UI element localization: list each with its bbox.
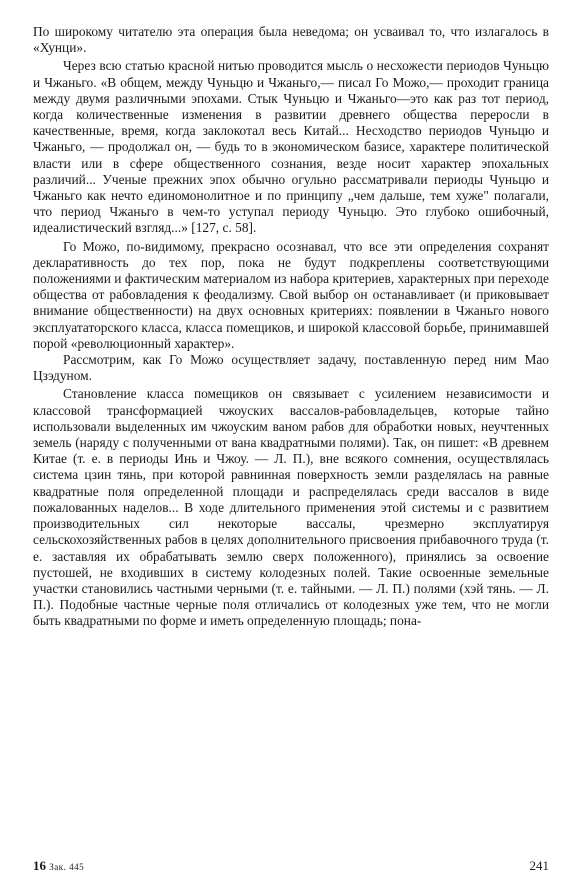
signature-order: Зак. 445	[49, 862, 85, 872]
paragraph: Становление класса помещиков он связывает с усилением независимости и классовой трансформацией чжоуских вассалов-рабовладельцев, которые тайно использовали выделенных им чжоуским ваном рабов для обработки новых, неучтенных земель (наряду с полученными от вана квадратными полями). Так, он пишет: «В древнем Китае (т. е. в периоды Инь и Чжоу. — Л. П.), вне всякого сомнения, осуществлялась система цзин тянь, при которой равнинная поверхность земли разделялась на равные квадратные поля определенной площади и распределялась среди вассалов в виде пожалованных наделов... В ходе длительного применения этой системы и с развитием производительных сил некоторые вассалы, чрезмерно эксплуатируя сельскохозяйственных рабов в целях дополнительного присвоения прибавочного труда (т. е. заставляя их обрабатывать землю сверх положенного), принялись за освоение пустошей, не входивших в систему колодезных полей. Такие освоенные земельные участки становились частными черными (т. е. тайными. — Л. П.) полями (хэй тянь. — Л. П.). Подобные частные черные поля отличались от колодезных уже тем, что не могли быть квадратными по форме и иметь определенную площадь; пона-	[33, 386, 549, 629]
paragraph: Рассмотрим, как Го Можо осуществляет задачу, поставленную перед ним Мао Цзэдуном.	[33, 352, 549, 384]
signature-number: 16	[33, 858, 46, 873]
paragraph: По широкому читателю эта операция была неведома; он усваивал то, что излагалось в «Хунци».	[33, 24, 549, 56]
paragraph: Через всю статью красной нитью проводится мысль о несхожести периодов Чуньцю и Чжаньго. «В общем, между Чуньцю и Чжаньго,— писал Го Можо,— проходит граница между двумя различными эпохами. Стык Чуньцю и Чжаньго—это как раз тот период, когда количественные изменения в развитии древнего общества переросли в качественные, время, когда заклокотал весь Китай... Несходство периодов Чуньцю и Чжаньго, — продолжал он, — будь то в экономическом базисе, характере политической власти или в сфере общественного сознания, везде носит характер эпохальных различий... Ученые прежних эпох обычно огульно рассматривали периоды Чуньцю и Чжаньго как нечто единомонолитное и по принципу „чем дальше, тем хуже" полагали, что период Чжаньго в чем-то уступал периоду Чуньцю. Это глубоко ошибочный, идеалистический взгляд...» [127, с. 58].	[33, 58, 549, 236]
main-text	[33, 24, 549, 630]
printer-signature	[33, 858, 84, 875]
page-number: 241	[529, 858, 549, 873]
paragraph: Го Можо, по-видимому, прекрасно осознавал, что все эти определения сохранят декларативность до тех пор, пока не будут подкреплены соответствующими положениями и фактическим материалом из набора критериев, характерных при переходе общества от рабовладения к феодализму. Свой выбор он останавливает (и приковывает внимание общественности) на двух основных критериях: появлении в Чжаньго нового эксплуататорского класса, класса помещиков, и широкой классовой борьбе, принимавшей порой «революционный характер».	[33, 238, 549, 351]
